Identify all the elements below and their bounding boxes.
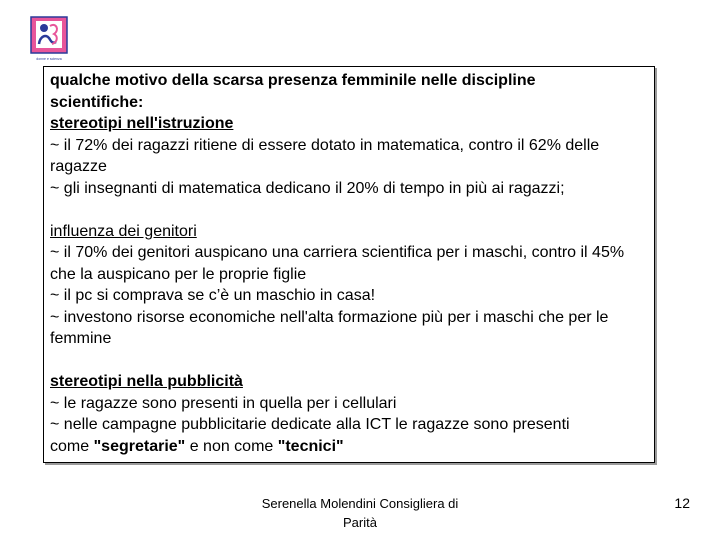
content-box (43, 66, 655, 463)
last-line-middle: e non come (185, 437, 278, 455)
tecnici-text: "tecnici" (277, 437, 344, 455)
logo (30, 16, 68, 62)
logo-figure-head (40, 24, 48, 32)
list-item: ~ il pc si comprava se c’è un maschio in casa! (50, 287, 376, 304)
footer-author (240, 494, 480, 532)
section-heading-pubblicita: stereotipi nella pubblicità (50, 373, 243, 390)
last-line-prefix: come (50, 437, 94, 455)
list-item: ~ il 72% dei ragazzi ritiene di essere dotato in matematica, contro il 62% delle ragazze (50, 136, 600, 175)
logo-caption: donne e scienza (36, 57, 62, 61)
page-number: 12 (674, 495, 690, 511)
list-item: ~ gli insegnanti di matematica dedicano il 20% di tempo in più ai ragazzi; (50, 179, 565, 197)
intro-line-1: qualche motivo della scarsa presenza femminile nelle discipline (50, 72, 536, 89)
intro-line-2: scientifiche: (50, 93, 144, 111)
section-heading-genitori: influenza dei genitori (50, 222, 197, 240)
footer-author-line-2: Parità (343, 515, 377, 530)
segretarie-text: "segretarie" (93, 437, 186, 455)
list-item: ~ le ragazze sono presenti in quella per i cellulari (50, 394, 397, 412)
list-item: ~ investono risorse economiche nell'alta formazione più per i maschi che per le femmine (50, 308, 609, 347)
section-heading-istruzione: stereotipi nell'istruzione (50, 115, 234, 132)
list-item: ~ nelle campagne pubblicitarie dedicate alla ICT le ragazze sono presenti (50, 416, 570, 433)
list-item-last (50, 436, 648, 458)
spacer (50, 199, 648, 221)
list-item: ~ il 70% dei genitori auspicano una carriera scientifica per i maschi, contro il 45% che la auspicano per le proprie figlie (50, 244, 625, 283)
footer-author-line-1: Serenella Molendini Consigliera di (261, 496, 459, 511)
spacer (50, 350, 648, 372)
